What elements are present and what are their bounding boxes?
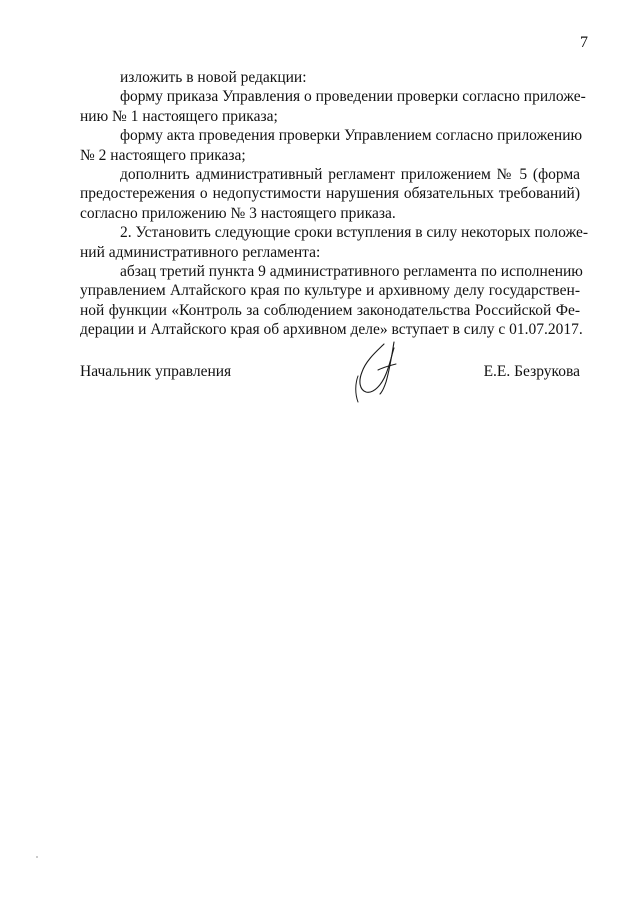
body-line: № 2 настоящего приказа; [80,146,246,164]
signer-position: Начальник управления [80,363,232,380]
page-number: 7 [580,34,588,51]
body-line: форму акта проведения проверки Управлением согласно приложению [120,127,583,145]
body-line: форму приказа Управления о проведении проверки согласно приложе- [120,88,586,106]
body-line: дополнить административный регламент приложением № 5 (форма [120,165,580,183]
body-line: согласно приложению № 3 настоящего приказа. [80,204,396,222]
body-line: изложить в новой редакции: [120,69,307,86]
handwritten-signature-icon [348,340,410,410]
body-line: ний административного регламента: [80,243,321,261]
body-line: предостережения о недопустимости нарушения обязательных требований) [80,185,580,203]
signer-name: Е.Е. Безрукова [483,363,580,380]
body-text [80,68,588,339]
body-line: 2. Установить следующие сроки вступления в силу некоторых положе- [120,224,588,242]
scan-artifact [36,856,38,858]
signature-block [80,356,580,416]
body-line: управлением Алтайского края по культуре и архивному делу государствен- [80,282,580,300]
body-line: ной функции «Контроль за соблюдением законодательства Российской Фе- [80,301,580,319]
body-line: абзац третий пункта 9 административного регламента по исполнению [120,262,583,280]
body-line: нию № 1 настоящего приказа; [80,107,278,125]
body-line: дерации и Алтайского края об архивном деле» вступает в силу с 01.07.2017. [80,321,583,339]
